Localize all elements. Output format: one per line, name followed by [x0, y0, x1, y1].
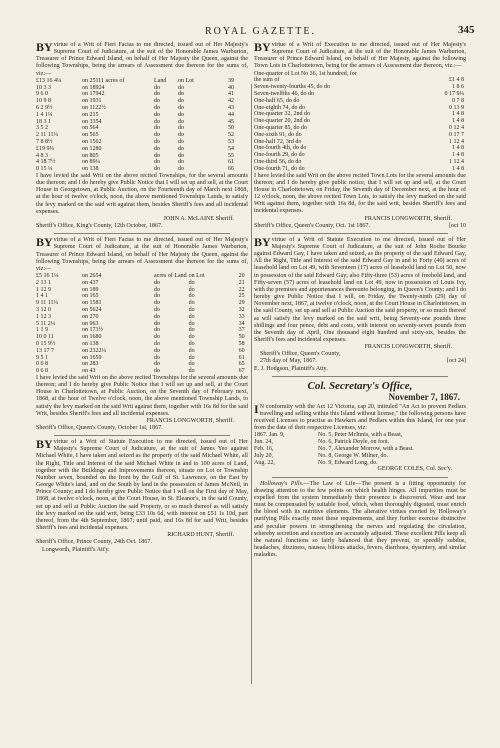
table-row — [254, 159, 466, 166]
table-cell: do — [188, 361, 195, 368]
table-cell: do — [178, 145, 184, 152]
table-cell: No. 9, Edward Long, do. — [318, 459, 378, 466]
table-cell: do — [178, 132, 184, 139]
table-cell: Seven-twelfths 46, do do — [254, 91, 314, 98]
table-row — [254, 132, 466, 139]
table-cell: on 43 — [82, 368, 96, 375]
table-cell: on 270 — [82, 313, 99, 320]
notice-body: BY virtue of a Writ of Statute Execution to me directed, issued out of Her Majesty's Supreme Court of Judicature, at the suit of James Yeo against Michael White, I have taken and seized as the property of the said Michael White, all the Right, Title and Interest of the said Michael White in and to 100 acres of Land, together with the Buildings and Improvements thereon, situate on Lot or Township Number seven, bounded on the front by the Gulf of St. Lawrence, on the East by George White's land, and on the South by land in the possession of James McNeil, in Prince County; and I do hereby give Public Notice that I will on the First day of May, 1868, at twelve o'clock, noon, at the Court House, in St. Eleanor's, in the said County, set up and sell at Public Auction the said Property, or so much thereof as will satisfy the levy marked on the said writ, being £33 10s 6d, with interest on £51 1s 10d, part thereof, from the 4th September, 1867; until paid, and 16s 8d for said Writ, besides Sheriff's fees and incidental expenses. — [36, 437, 248, 532]
drop-cap: BY — [36, 235, 53, 250]
licence-table — [254, 432, 416, 466]
table-row — [36, 85, 236, 92]
table-cell: do — [178, 152, 184, 159]
table-cell: Land — [154, 77, 167, 84]
table-row — [254, 98, 466, 105]
drop-cap: BY — [254, 40, 271, 54]
table-cell: Jun. 24, — [254, 439, 273, 446]
table-cell: 1 12 3 — [36, 313, 51, 320]
table-cell: 1 4 8 — [452, 118, 464, 125]
table-cell: 0 17 9¼ — [444, 91, 464, 98]
table-row — [36, 368, 247, 375]
table-cell: do — [154, 145, 160, 152]
table-cell: do — [154, 293, 160, 300]
table-cell: do — [154, 111, 160, 118]
table-row — [254, 453, 416, 460]
secretary-heading: Col. Secretary's Office, — [307, 379, 413, 392]
notice-body-2: I have levied the said Writ on the above recited Townships, for the several amounts due thereon; and I do hereby give Public Notice that I will set up and sell, at the Court House in Georgetown, at Public Auction, on the Fourteenth day of March next 1868, at the hour of twelve o'clock, noon, the above mentioned Townships Lands, to satisfy the levy marked on the said writ against them, besides Sheriff's fees and all incidental expenses. — [36, 172, 248, 215]
sheriff-office-line: Sheriff's Office, Queen's County, Oct. 1st 1867. [oct 10 — [254, 222, 466, 229]
notice-body: I N conformity with the Act 12 Victoria, cap 20, intituled "An Act to prevent Pedlars travelling and selling within this Island without license," the following persons have received Licenses to practise as Hawkers and Pedlars within this Island, for one year from the date of their respective Licenses, viz: — [254, 401, 466, 432]
table-cell: One-eighth 74, do do — [254, 104, 305, 111]
notice-statute-execution-gay — [254, 234, 466, 373]
sheriff-signature: FRANCIS LONGWORTH, Sheriff. — [146, 417, 234, 424]
table-cell: 1 12 4 — [449, 138, 464, 145]
sheriff-signature: RICHARD HUNT, Sheriff. — [167, 532, 234, 539]
notice-body: BY virtue of a Writ of Fieri Facias to me directed, issued out of Her Majesty's Supreme Court of Judicature, at the suit of Honorable James Warburton, Treasurer of Prince Edward Island, on behalf of Her Majesty the Queen, against the following Townships, being the arrears of Assessment due thereon for the sums of, viz:— — [36, 235, 248, 272]
notice-execution-town-lots — [254, 42, 466, 230]
table-cell: on 564 — [82, 125, 99, 132]
attorney-line: Longworth, Plaintiff's Att'y. — [42, 546, 110, 553]
table-row — [254, 105, 466, 112]
table-cell: £1 4 8 — [449, 77, 464, 84]
table-cell: 0 15 9½ — [36, 340, 56, 347]
table-cell: 60 — [238, 347, 245, 354]
table-cell: One-half 65, do do — [254, 97, 300, 104]
table-cell: on 1931 — [82, 98, 102, 105]
table-cell: 37 — [238, 327, 245, 334]
table-row — [36, 112, 236, 119]
table-row — [36, 341, 247, 348]
table-cell: One-half 72, 3rd do — [254, 138, 302, 145]
table-cell: do — [154, 354, 160, 361]
table-cell: 65 — [238, 361, 245, 368]
table-cell: 7 8 8½ — [36, 138, 53, 145]
table-row — [254, 91, 466, 98]
table-cell: do — [154, 98, 160, 105]
table-cell: do — [154, 347, 160, 354]
notice-fieri-facias-queens — [36, 237, 248, 432]
table-row — [254, 111, 466, 118]
table-cell: do — [178, 125, 184, 132]
notice-body-2: I have levied the said Writ on the above recited Townships for the several amounts due thereon; and I do hereby give Public Notice that I will set up and sell, at the Court House in Charlottetown, at Public Auction, on the Seventh day of February next, 1868, at the hour of Twelve o'clock, noon, the above mentioned Township Lands, to satisfy the levy marked on the said Writ against them, together with 16s 8d for the said Writ, besides Sheriff's fees and all incidental expenses. — [36, 374, 248, 417]
table-cell: do — [178, 84, 184, 91]
table-row — [254, 84, 466, 91]
table-row — [36, 105, 236, 112]
table-cell: do — [154, 138, 160, 145]
table-cell: 1 8 6 — [452, 84, 464, 91]
table-cell: 1 4 8 — [452, 111, 464, 118]
table-cell: on 165 — [82, 293, 99, 300]
table-cell: Feb. 16, — [254, 446, 274, 453]
notice-fieri-facias-kings — [36, 42, 248, 230]
table-cell: 58 — [238, 340, 245, 347]
table-cell: on 565 — [82, 132, 99, 139]
table-cell: on 1122½ — [82, 104, 106, 111]
table-row — [254, 71, 466, 78]
table-cell: No. 5, Peter McInnis, with a Beast, — [318, 432, 403, 439]
table-row — [36, 314, 247, 321]
table-cell: 41 — [228, 91, 234, 98]
right-column — [254, 42, 466, 559]
table-cell: Aug. 22, — [254, 459, 275, 466]
table-cell: 34 — [238, 320, 245, 327]
table-cell: 0 13 9 — [449, 104, 464, 111]
advert-body: Holloway's Pills.—The Law of Life—The present is a fitting opportunity for drawing attention to the few points on which health hinges. All impurities must be expelled from the system immediately their presence is discovered. Wear and tear must be compensated by suitable food, which, when thoroughly digested, must enrich the blood with its nutritive elements. The alterative virtues exerted by Holloway's purifying Pills exactly meet these requirements, and they further exercise distinctive and peculiar powers in strengthening the nerves and regulating the circulation, whereby secretion and excretion are accurately adjusted. These excellent Pills keep all the natural functions so fairly balanced that they prevent, or speedily subdue, headaches, dizziness, nausea, bilious attacks, fevers, diarrhoea, dysentery, and similar maladies. — [254, 480, 467, 559]
table-cell: do — [154, 368, 160, 375]
table-cell: do — [178, 159, 184, 166]
table-cell: do — [178, 91, 184, 98]
secretary-signature: GEORGE COLES, Col. Sec'y. — [377, 466, 452, 473]
table-cell: One-quarter of Lot No 36, 1st hundred, for — [254, 70, 357, 77]
table-cell: 9 6 0 — [36, 91, 48, 98]
notice-body: BY virtue of a Writ of Execution to me directed, issued out of Her Majesty's Supreme Court of Judicature, at the suit of the Honorable James Warburton, Treasurer of Prince Edward Island, on behalf of Her Majesty, against the following Town Lots in Charlottetown, being for the arrears of Assessment due thereon, viz.:— — [254, 40, 466, 70]
table-cell: No. 8, George W. Milner, do. — [318, 452, 388, 459]
table-cell: 66 — [228, 166, 234, 173]
table-cell: 0 15 ¼ — [36, 166, 53, 173]
table-cell: do — [178, 98, 184, 105]
table-cell: 40 — [228, 84, 234, 91]
table-row — [36, 307, 247, 314]
table-cell: do — [188, 327, 195, 334]
table-cell: 52 — [228, 132, 234, 139]
table-cell: on 17942 — [82, 91, 105, 98]
table-row — [36, 146, 236, 153]
holloway-advert — [254, 481, 466, 560]
notice-body: BY virtue of a Writ of Statute Execution to me directed, issued out of Her Majesty's Supreme Court of Judicature, at the suit of John Roche Bourke against Edward Gay, I have taken and seized, as the property of the said Edward Gay, All the Right, Title and Interest of the said Edward Gay in and to Forty (40) acres of leasehold land on Lot 49, with Seventeen (17) acres of leasehold land on Lot 50, now in possession of the said Edward Gay; also Fifty-three (53) acres of freehold land, and Fifty-seven (57) acres of leasehold land on Lot 49, now in possession of Louis Ivy, with the premises and appurtenances thereunto belonging, in Queen's County; and I do hereby give Public Notice that I will, on Friday, the Twenty-ninth (29) day of November next, 1867, at twelve o'clock, noon, at the Court House in Charlottetown, in the said County, set up and sell at Public Auction the said property, or so much thereof as will satisfy the levy marked on the said writ, being Seventy-one pounds three shillings and four pence, debt and costs, with interest on seventy-seven pounds from the Seventh day of April, One thousand eight hundred and sixty-six, besides the Sheriff's fees and incidental expenses. — [254, 234, 466, 344]
left-column — [36, 42, 248, 554]
table-cell: 1 4 1 — [36, 293, 48, 300]
sheriff-signature: FRANCIS LONGWORTH, Sheriff. — [364, 344, 452, 351]
table-cell: 10 0 11 — [36, 334, 54, 341]
table-cell: One-fourth 29, do do — [254, 152, 305, 159]
table-row — [36, 327, 247, 334]
table-cell: do — [154, 286, 160, 293]
table-cell: 2 13 1 — [36, 279, 51, 286]
table-cell: £5 16 1¼ — [36, 272, 59, 279]
table-row — [36, 273, 247, 280]
table-cell: 22 — [238, 286, 245, 293]
table-cell: 2 11 11¼ — [36, 132, 59, 139]
table-row — [36, 98, 236, 105]
drop-cap: I — [254, 401, 259, 416]
table-cell: No. 6, Patrick Doyle, on foot. — [318, 439, 390, 446]
table-cell: do — [178, 138, 184, 145]
table-cell: One-quarter 85, do do — [254, 125, 307, 131]
table-cell: on 189 — [82, 286, 99, 293]
table-cell: 0 7 8 — [452, 97, 464, 104]
table-row — [254, 460, 416, 467]
table-cell: No. 7, Alexander Morrow, with a Beast. — [318, 446, 414, 453]
table-cell: 53 — [228, 138, 234, 145]
table-cell: do — [154, 132, 160, 139]
table-cell: 9 5 1 — [36, 354, 48, 361]
table-cell: do — [154, 166, 160, 173]
table-row — [36, 361, 247, 368]
table-cell: 4 8 3 — [36, 152, 48, 159]
table-cell: do — [188, 306, 195, 313]
table-row — [36, 334, 247, 341]
table-cell: on 963 — [82, 320, 99, 327]
table-cell: One-fourth 71, do do — [254, 165, 305, 172]
table-cell: 25 — [238, 293, 245, 300]
table-cell: do — [154, 125, 160, 132]
attorney-line: E. J. Hodgson, Plaintiff's Atty. — [254, 365, 328, 372]
table-cell: 0 12 4 — [449, 125, 464, 131]
table-cell: 13 17 7 — [36, 347, 54, 354]
table-cell: do — [188, 347, 195, 354]
table-cell: do — [154, 159, 160, 166]
table-cell: do — [188, 368, 195, 375]
table-cell: 55 — [228, 152, 234, 159]
page-number: 345 — [458, 24, 475, 36]
page-header — [0, 0, 500, 42]
table-cell: 0 6 8 — [36, 368, 48, 375]
table-cell: on 18924 — [82, 84, 105, 91]
table-cell: on 138 — [82, 166, 99, 173]
table-cell: do — [188, 286, 195, 293]
sheriff-office-line: Sheriff's Office, Queen's County, — [260, 351, 341, 358]
table-cell: 44 — [228, 111, 234, 118]
table-cell: 6 2 9½ — [36, 104, 53, 111]
table-cell: Seven-twenty-fourths 45, do do — [254, 84, 330, 91]
table-cell: 42 — [228, 98, 234, 105]
arrears-table — [36, 273, 247, 375]
table-cell: 50 — [228, 125, 234, 132]
table-cell: on 437 — [82, 279, 99, 286]
table-cell: 0 6 8 — [36, 361, 48, 368]
table-cell: 45 — [228, 118, 234, 125]
table-row — [36, 159, 236, 166]
table-cell: 54 — [228, 145, 234, 152]
column-divider — [251, 84, 252, 684]
divider — [272, 376, 448, 377]
table-cell: do — [188, 313, 195, 320]
table-cell: One-sixth 91, do do — [254, 131, 302, 138]
table-row — [254, 439, 416, 446]
table-row — [36, 287, 247, 294]
table-cell: 9 11 11¼ — [36, 300, 59, 307]
table-cell: £13 16 4¼ — [36, 77, 62, 84]
table-cell: do — [154, 91, 160, 98]
sheriff-signature: JOHN A. McLAINE Sheriff. — [163, 215, 234, 222]
table-cell: on Lot — [188, 272, 205, 279]
table-cell: One-third 56, do do — [254, 158, 302, 165]
table-row — [36, 166, 236, 173]
table-cell: do — [188, 334, 195, 341]
issue-tag: [oct 24] — [446, 358, 466, 365]
table-row — [36, 119, 236, 126]
table-row — [36, 153, 236, 160]
sheriff-office-line: Sheriff's Office, Prince County, 24th Oct. 1867. — [36, 539, 152, 546]
table-cell: do — [188, 320, 195, 327]
table-cell: on 215 — [82, 111, 99, 118]
table-cell: 1 12 9 — [36, 286, 51, 293]
table-cell: 0 17 7 — [449, 131, 464, 138]
table-cell: do — [178, 104, 184, 111]
col-secretary-notice — [254, 380, 466, 474]
table-cell: on 3354 — [82, 118, 102, 125]
table-cell: acres of Land — [154, 272, 187, 279]
table-row — [36, 300, 247, 307]
table-cell: 1 12 4 — [449, 158, 464, 165]
table-cell: the sum of — [254, 77, 280, 84]
table-cell: do — [178, 166, 184, 173]
table-row — [36, 293, 247, 300]
issue-tag: [oct 10 — [448, 222, 466, 229]
table-cell: do — [188, 340, 195, 347]
table-cell: do — [154, 320, 160, 327]
table-cell: 3 12 0 — [36, 306, 51, 313]
table-row — [36, 280, 247, 287]
table-cell — [430, 71, 466, 78]
table-cell: on 5624 — [82, 306, 102, 313]
table-cell: do — [154, 361, 160, 368]
table-row — [36, 78, 236, 85]
table-cell: do — [188, 354, 195, 361]
notice-body-2: I have levied the said Writ on the above recited Town Lots for the several amounts due thereon; and I do hereby give public notice, that I will set up and sell, at the Court House in Charlottetown, on Friday, the Seventh day of December next, at the hour of 12 o'clock, noon, the above recited Town Lots, to satisfy the levy marked on the said Writ against them, together with 16s 8d, for the said writ, besides Sheriff's fees and incidental expenses. — [254, 172, 466, 215]
drop-cap: BY — [36, 437, 53, 452]
sheriff-office-line: Sheriff's Office, Queen's County, October 1st, 1867. — [36, 425, 163, 432]
table-cell: do — [154, 118, 160, 125]
table-cell: do — [154, 334, 160, 341]
table-cell: 32 — [238, 306, 245, 313]
table-cell: on 173½ — [82, 327, 103, 334]
table-row — [36, 91, 236, 98]
table-cell: on 25111 acres of — [82, 77, 125, 84]
table-cell: do — [154, 340, 160, 347]
table-cell: 61 — [238, 354, 245, 361]
secretary-date: November 7, 1867. — [388, 391, 460, 402]
table-row — [254, 125, 466, 132]
table-cell: on 805 — [82, 152, 99, 159]
table-cell: on 283 — [82, 361, 99, 368]
table-cell: 29 — [238, 300, 245, 307]
table-cell: £19 9¼ — [36, 145, 54, 152]
table-cell: on 2322¼ — [82, 347, 106, 354]
table-row — [36, 355, 247, 362]
drop-cap: BY — [254, 234, 271, 249]
table-cell: do — [188, 279, 195, 286]
table-cell: do — [178, 111, 184, 118]
table-row — [36, 139, 236, 146]
table-cell: 5 11 2¼ — [36, 320, 56, 327]
table-cell: 1 4 1¼ — [36, 111, 53, 118]
table-row — [254, 152, 466, 159]
table-cell: do — [178, 118, 184, 125]
notice-body: BY virtue of a Writ of Fieri Facias to me directed, issued out of Her Majesty's Supreme Court of Judicature, at the suit of the Honorable James Warburton, Treasurer of Prince Edward Island, on behalf of Her Majesty the Queen, against the following Townships, being the arrears of Assessment due thereon for the sums of, viz:— — [36, 40, 248, 77]
table-cell: on 1280 — [82, 145, 102, 152]
sheriff-signature: FRANCIS LONGWORTH, Sheriff. — [364, 215, 452, 222]
table-cell: One-fourth 4th, do do — [254, 145, 307, 152]
table-row — [254, 166, 466, 173]
advert-title: Holloway's Pills. — [260, 480, 304, 487]
divider — [54, 233, 230, 234]
table-cell: 67 — [238, 368, 245, 375]
table-cell: 39 — [228, 77, 234, 84]
table-cell: do — [154, 152, 160, 159]
table-cell: One-quarter 32, 2nd do — [254, 111, 310, 118]
table-cell: 3 5 2 — [36, 125, 48, 132]
gazette-title: ROYAL GAZETTE. — [205, 26, 316, 37]
table-cell: 1 4 8 — [452, 145, 464, 152]
sheriff-office-date: 27th day of May, 1867. [oct 24] — [260, 358, 466, 365]
table-cell: 1 4 8 — [452, 152, 464, 159]
table-cell: 18 3 1 — [36, 118, 51, 125]
table-cell: on 89¼ — [82, 159, 100, 166]
table-cell: 10 3 3 — [36, 84, 51, 91]
arrears-table — [36, 78, 236, 173]
table-cell: do — [154, 300, 160, 307]
table-cell: 10 9 8 — [36, 98, 51, 105]
table-cell: on 1659 — [82, 354, 102, 361]
divider — [272, 477, 448, 478]
drop-cap: BY — [36, 40, 53, 54]
table-cell: do — [154, 327, 160, 334]
table-cell: 21 — [238, 279, 245, 286]
table-cell: do — [188, 300, 195, 307]
table-row — [36, 125, 236, 132]
table-cell: 1 4 8 — [452, 165, 464, 172]
notice-statute-execution-prince — [36, 439, 248, 554]
table-cell: on 1562 — [82, 138, 102, 145]
table-row — [36, 321, 247, 328]
table-row — [36, 348, 247, 355]
table-cell: do — [154, 313, 160, 320]
table-cell: 50 — [238, 334, 245, 341]
table-cell: on 138 — [82, 340, 99, 347]
table-cell: on 2654 — [82, 272, 102, 279]
table-row — [254, 446, 416, 453]
table-cell: July 20, — [254, 452, 274, 459]
table-cell: on Lot — [178, 77, 194, 84]
divider — [54, 435, 230, 436]
table-cell: 4 18 7½ — [36, 159, 56, 166]
divider — [272, 233, 448, 234]
table-cell: 33 — [238, 313, 245, 320]
table-cell: 61 — [228, 159, 234, 166]
table-cell: do — [154, 279, 160, 286]
table-cell: on 1680 — [82, 334, 102, 341]
table-cell: do — [154, 306, 160, 313]
sheriff-office-line: Sheriff's Office, King's County, 12th October, 1867. — [36, 223, 163, 230]
table-cell: 1867. Jan. 9, — [254, 432, 285, 439]
table-cell: do — [154, 104, 160, 111]
table-cell: do — [188, 293, 195, 300]
table-row — [254, 118, 466, 125]
table-cell: One-quarter 20, 2nd do — [254, 118, 310, 125]
table-cell: on 1581 — [82, 300, 102, 307]
table-cell: 20 — [238, 272, 245, 279]
table-cell: do — [154, 84, 160, 91]
town-lots-table — [254, 71, 466, 173]
table-cell: 1 1 9 — [36, 327, 48, 334]
table-row — [36, 132, 236, 139]
table-cell: 43 — [228, 104, 234, 111]
